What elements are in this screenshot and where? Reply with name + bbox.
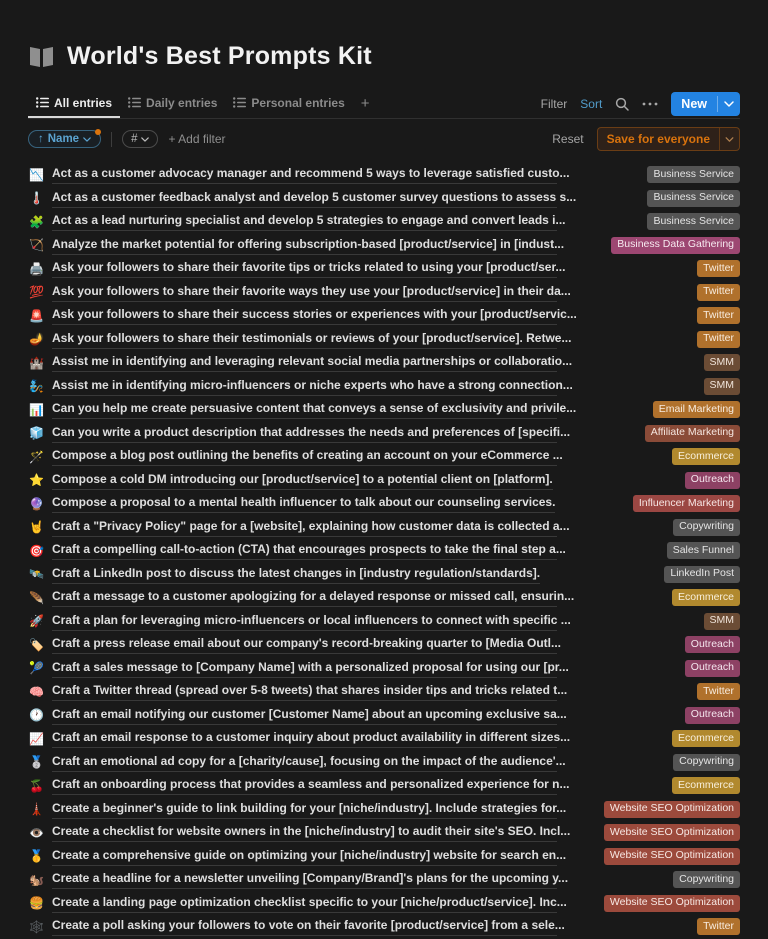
chart-increasing-icon: 📈 bbox=[29, 731, 44, 746]
row-title: Craft a plan for leveraging micro-influencers or local influencers to connect with specific ... bbox=[52, 612, 557, 631]
add-filter-label: + Add filter bbox=[168, 132, 226, 146]
row-title: Ask your followers to share their testimonials or reviews of your [product/service]. Retwe... bbox=[52, 330, 557, 349]
list-item[interactable] bbox=[28, 281, 740, 305]
eye-icon: 👁️ bbox=[29, 825, 44, 840]
list-item[interactable] bbox=[28, 798, 740, 822]
row-tag-badge: Business Service bbox=[647, 213, 740, 230]
row-title: Can you write a product description that addresses the needs and preferences of [specifi... bbox=[52, 424, 557, 443]
sort-field-label: Name bbox=[47, 133, 80, 145]
chipmunk-icon: 🐿️ bbox=[29, 872, 44, 887]
list-item[interactable] bbox=[28, 657, 740, 681]
list-item[interactable] bbox=[28, 187, 740, 211]
row-tag-badge: LinkedIn Post bbox=[664, 566, 740, 583]
bar-chart-icon: 📊 bbox=[29, 402, 44, 417]
ice-cube-icon: 🧊 bbox=[29, 426, 44, 441]
row-title: Craft an onboarding process that provides a seamless and personalized experience for n... bbox=[52, 776, 557, 795]
row-tag-badge: Outreach bbox=[685, 660, 740, 677]
chevron-down-icon[interactable] bbox=[720, 128, 739, 150]
list-view-icon bbox=[233, 97, 246, 108]
row-tag-badge: Ecommerce bbox=[672, 777, 740, 794]
tab-label: Personal entries bbox=[251, 95, 345, 110]
tab-label: All entries bbox=[54, 95, 113, 110]
row-tag-badge: Twitter bbox=[697, 260, 740, 277]
sort-chip-name[interactable] bbox=[28, 130, 101, 148]
tab-label: Daily entries bbox=[146, 95, 218, 110]
row-tag-badge: Business Data Gathering bbox=[611, 237, 740, 254]
castle-icon: 🏰 bbox=[29, 355, 44, 370]
row-tag-badge: SMM bbox=[704, 378, 741, 395]
row-tag-badge: Twitter bbox=[697, 683, 740, 700]
row-tag-badge: Outreach bbox=[685, 707, 740, 724]
list-view-icon bbox=[36, 97, 49, 108]
search-icon[interactable] bbox=[615, 97, 629, 111]
row-tag-badge: Website SEO Optimization bbox=[604, 824, 740, 841]
row-title: Assist me in identifying and leveraging relevant social media partnerships or collaboratio... bbox=[52, 353, 557, 372]
gold-medal-icon: 🥇 bbox=[29, 849, 44, 864]
tab-all-entries[interactable] bbox=[28, 89, 120, 118]
genie-icon: 🧞 bbox=[29, 379, 44, 394]
row-title: Craft an email response to a customer inquiry about product availability in different sizes... bbox=[52, 729, 557, 748]
property-filter-chip[interactable] bbox=[122, 130, 158, 148]
list-item[interactable] bbox=[28, 163, 740, 187]
row-title: Act as a lead nurturing specialist and develop 5 strategies to engage and convert leads i... bbox=[52, 212, 557, 231]
row-tag-badge: Twitter bbox=[697, 918, 740, 935]
clock-icon: 🕐 bbox=[29, 708, 44, 723]
row-tag-badge: Outreach bbox=[685, 472, 740, 489]
more-options-icon[interactable] bbox=[642, 102, 658, 106]
list-item[interactable] bbox=[28, 892, 740, 916]
dartboard-icon: 🎯 bbox=[29, 543, 44, 558]
new-button-label: New bbox=[681, 96, 707, 111]
unsaved-changes-dot bbox=[95, 129, 101, 135]
row-tag-badge: Ecommerce bbox=[672, 448, 740, 465]
list-item[interactable] bbox=[28, 633, 740, 657]
list-item[interactable] bbox=[28, 915, 740, 939]
chevron-down-icon bbox=[83, 137, 91, 142]
row-title: Create a comprehensive guide on optimizing your [niche/industry] website for search en... bbox=[52, 847, 557, 866]
row-title: Compose a cold DM introducing our [product/service] to a potential client on [platform]. bbox=[52, 471, 553, 490]
chevron-down-icon bbox=[141, 137, 149, 142]
property-chip-label: # bbox=[131, 133, 138, 145]
list-item[interactable] bbox=[28, 351, 740, 375]
list-item[interactable] bbox=[28, 563, 740, 587]
list-item[interactable] bbox=[28, 774, 740, 798]
row-tag-badge: Sales Funnel bbox=[667, 542, 740, 559]
brain-icon: 🧠 bbox=[29, 684, 44, 699]
crystal-ball-icon: 🔮 bbox=[29, 496, 44, 511]
chart-decreasing-icon: 📉 bbox=[29, 167, 44, 182]
rock-hand-icon: 🤘 bbox=[29, 520, 44, 535]
list-item[interactable] bbox=[28, 469, 740, 493]
row-tag-badge: SMM bbox=[704, 354, 741, 371]
bow-and-arrow-icon: 🏹 bbox=[29, 238, 44, 253]
list-item[interactable] bbox=[28, 398, 740, 422]
row-tag-badge: Website SEO Optimization bbox=[604, 801, 740, 818]
row-title: Act as a customer advocacy manager and recommend 5 ways to leverage satisfied custo... bbox=[52, 165, 557, 184]
tower-icon: 🗼 bbox=[29, 802, 44, 817]
save-button-label: Save for everyone bbox=[606, 132, 710, 146]
list-item[interactable] bbox=[28, 868, 740, 892]
page-header bbox=[28, 0, 740, 71]
row-tag-badge: Twitter bbox=[697, 284, 740, 301]
row-title: Ask your followers to share their favorite tips or tricks related to using your [product/ser... bbox=[52, 259, 557, 278]
row-title: Craft a Twitter thread (spread over 5-8 tweets) that shares insider tips and tricks related t... bbox=[52, 682, 557, 701]
page-title[interactable]: World's Best Prompts Kit bbox=[67, 42, 372, 70]
star-icon: ⭐ bbox=[29, 473, 44, 488]
row-tag-badge: Copywriting bbox=[673, 519, 740, 536]
feather-icon: 🪶 bbox=[29, 590, 44, 605]
sort-ascending-icon: ↑ bbox=[38, 133, 44, 145]
chevron-down-icon[interactable] bbox=[718, 92, 740, 116]
cherries-icon: 🍒 bbox=[29, 778, 44, 793]
row-tag-badge: Outreach bbox=[685, 636, 740, 653]
row-title: Craft a sales message to [Company Name] with a personalized proposal for using our [pr... bbox=[52, 659, 557, 678]
row-title: Craft a LinkedIn post to discuss the latest changes in [industry regulation/standards]. bbox=[52, 565, 540, 584]
tennis-ball-icon: 🎾 bbox=[29, 661, 44, 676]
reset-button[interactable]: Reset bbox=[552, 132, 584, 146]
list-item[interactable] bbox=[28, 492, 740, 516]
row-tag-badge: SMM bbox=[704, 613, 741, 630]
sort-button[interactable]: Sort bbox=[580, 96, 603, 111]
row-title: Compose a blog post outlining the benefits of creating an account on your eCommerce ... bbox=[52, 447, 557, 466]
save-for-everyone-button[interactable] bbox=[597, 127, 740, 151]
list-item[interactable] bbox=[28, 751, 740, 775]
row-tag-badge: Ecommerce bbox=[672, 730, 740, 747]
prompt-list bbox=[28, 163, 740, 939]
list-item[interactable] bbox=[28, 845, 740, 869]
row-title: Compose a proposal to a mental health influencer to talk about our counseling services. bbox=[52, 494, 555, 513]
row-title: Create a headline for a newsletter unveiling [Company/Brand]'s plans for the upcoming y... bbox=[52, 870, 557, 889]
row-tag-badge: Website SEO Optimization bbox=[604, 895, 740, 912]
spider-web-icon: 🕸️ bbox=[29, 919, 44, 934]
row-title: Assist me in identifying micro-influencers or niche experts who have a strong connection... bbox=[52, 377, 557, 396]
list-item[interactable] bbox=[28, 610, 740, 634]
row-title: Craft an email notifying our customer [Customer Name] about an upcoming exclusive sa... bbox=[52, 706, 557, 725]
row-title: Ask your followers to share their favorite ways they use your [product/service] in their da... bbox=[52, 283, 557, 302]
list-item[interactable] bbox=[28, 704, 740, 728]
tab-daily-entries[interactable] bbox=[120, 89, 225, 118]
row-title: Can you help me create persuasive content that conveys a sense of exclusivity and privile... bbox=[52, 400, 557, 419]
row-tag-badge: Copywriting bbox=[673, 871, 740, 888]
list-item[interactable] bbox=[28, 234, 740, 258]
list-item[interactable] bbox=[28, 445, 740, 469]
list-item[interactable] bbox=[28, 516, 740, 540]
row-title: Craft a message to a customer apologizing for a delayed response or missed call, ensurin... bbox=[52, 588, 557, 607]
list-item[interactable] bbox=[28, 375, 740, 399]
row-title: Create a beginner's guide to link building for your [niche/industry]. Include strategies for... bbox=[52, 800, 557, 819]
thermometer-icon: 🌡️ bbox=[29, 191, 44, 206]
add-view-button[interactable]: + bbox=[360, 95, 370, 112]
row-tag-badge: Twitter bbox=[697, 307, 740, 324]
open-book-icon[interactable] bbox=[28, 45, 55, 69]
list-view-icon bbox=[128, 97, 141, 108]
row-title: Analyze the market potential for offering subscription-based [product/service] in [indust... bbox=[52, 236, 557, 255]
add-filter-button[interactable] bbox=[168, 132, 225, 146]
view-tabbar bbox=[28, 89, 740, 119]
magic-wand-icon: 🪄 bbox=[29, 449, 44, 464]
row-title: Craft a compelling call-to-action (CTA) that encourages prospects to take the final step a... bbox=[52, 541, 557, 560]
row-tag-badge: Business Service bbox=[647, 166, 740, 183]
list-item[interactable] bbox=[28, 328, 740, 352]
satellite-icon: 🛰️ bbox=[29, 567, 44, 582]
row-title: Create a poll asking your followers to vote on their favorite [product/service] from a sele... bbox=[52, 917, 557, 936]
rocket-icon: 🚀 bbox=[29, 614, 44, 629]
hamburger-icon: 🍔 bbox=[29, 896, 44, 911]
list-item[interactable] bbox=[28, 257, 740, 281]
list-item[interactable] bbox=[28, 304, 740, 328]
row-title: Craft a press release email about our company's record-breaking quarter to [Media Outl... bbox=[52, 635, 557, 654]
filter-button[interactable]: Filter bbox=[540, 96, 568, 111]
puzzle-piece-icon: 🧩 bbox=[29, 214, 44, 229]
row-tag-badge: Website SEO Optimization bbox=[604, 848, 740, 865]
medal-ribbon-icon: 🥈 bbox=[29, 755, 44, 770]
hundred-points-icon: 💯 bbox=[29, 285, 44, 300]
row-tag-badge: Ecommerce bbox=[672, 589, 740, 606]
label-tag-icon: 🏷️ bbox=[29, 637, 44, 652]
row-tag-badge: Copywriting bbox=[673, 754, 740, 771]
row-title: Create a landing page optimization checklist specific to your [niche/product/service]. Inc... bbox=[52, 894, 557, 913]
police-light-icon: 🚨 bbox=[29, 308, 44, 323]
list-item[interactable] bbox=[28, 422, 740, 446]
row-tag-badge: Business Service bbox=[647, 190, 740, 207]
row-title: Act as a customer feedback analyst and develop 5 customer survey questions to assess s... bbox=[52, 189, 557, 208]
list-item[interactable] bbox=[28, 539, 740, 563]
filter-sort-bar bbox=[28, 121, 740, 157]
row-title: Craft an emotional ad copy for a [charity/cause], focusing on the impact of the audience'... bbox=[52, 753, 557, 772]
row-tag-badge: Twitter bbox=[697, 331, 740, 348]
row-tag-badge: Influencer Marketing bbox=[633, 495, 740, 512]
list-item[interactable] bbox=[28, 821, 740, 845]
list-item[interactable] bbox=[28, 727, 740, 751]
row-title: Ask your followers to share their success stories or experiences with your [product/servic... bbox=[52, 306, 557, 325]
list-item[interactable] bbox=[28, 586, 740, 610]
vertical-divider bbox=[111, 132, 112, 147]
list-item[interactable] bbox=[28, 210, 740, 234]
list-item[interactable] bbox=[28, 680, 740, 704]
printer-icon: 🖨️ bbox=[29, 261, 44, 276]
row-title: Craft a "Privacy Policy" page for a [website], explaining how customer data is collected a... bbox=[52, 518, 557, 537]
row-title: Create a checklist for website owners in the [niche/industry] to audit their site's SEO. Incl... bbox=[52, 823, 557, 842]
row-tag-badge: Affiliate Marketing bbox=[645, 425, 740, 442]
new-button[interactable] bbox=[671, 92, 740, 116]
tab-personal-entries[interactable] bbox=[225, 89, 352, 118]
row-tag-badge: Email Marketing bbox=[653, 401, 740, 418]
lamp-icon: 🪔 bbox=[29, 332, 44, 347]
